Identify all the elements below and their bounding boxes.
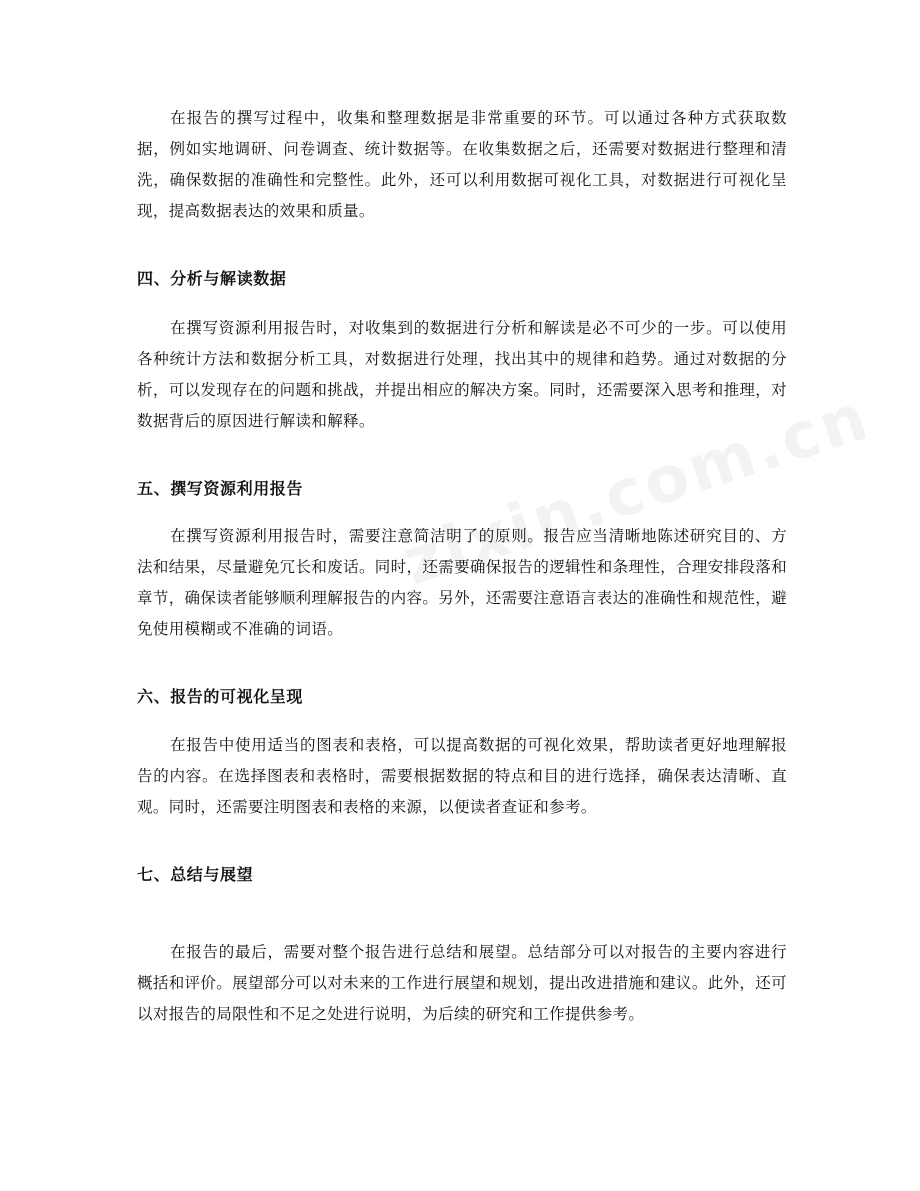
section-paragraph-summary: 在报告的最后，需要对整个报告进行总结和展望。总结部分可以对报告的主要内容进行概括和评价。展望部分可以对未来的工作进行展望和规划，提出改进措施和建议。此外，还可以对报告的局限性和不足之处进行说明，为后续的研究和工作提供参考。: [137, 943, 787, 1023]
section-heading-visualization: 六、报告的可视化呈现: [137, 687, 304, 706]
section-paragraph-analysis: 在撰写资源利用报告时，对收集到的数据进行分析和解读是必不可少的一步。可以使用各种统计方法和数据分析工具，对数据进行处理，找出其中的规律和趋势。通过对数据的分析，可以发现存在的问题和挑战，并提出相应的解决方案。同时，还需要深入思考和推理，对数据背后的原因进行解读和解释。: [137, 319, 787, 430]
section-heading-writing: 五、撰写资源利用报告: [137, 479, 304, 498]
section-heading-summary: 七、总结与展望: [137, 865, 254, 884]
section-heading-analysis: 四、分析与解读数据: [137, 269, 287, 288]
intro-paragraph: 在报告的撰写过程中，收集和整理数据是非常重要的环节。可以通过各种方式获取数据，例如实地调研、问卷调查、统计数据等。在收集数据之后，还需要对数据进行整理和清洗，确保数据的准确性和完整性。此外，还可以利用数据可视化工具，对数据进行可视化呈现，提高数据表达的效果和质量。: [137, 109, 787, 220]
section-paragraph-writing: 在撰写资源利用报告时，需要注意简洁明了的原则。报告应当清晰地陈述研究目的、方法和结果，尽量避免冗长和废话。同时，还需要确保报告的逻辑性和条理性，合理安排段落和章节，确保读者能够顺利理解报告的内容。另外，还需要注意语言表达的准确性和规范性，避免使用模糊或不准确的词语。: [137, 527, 787, 638]
section-paragraph-visualization: 在报告中使用适当的图表和表格，可以提高数据的可视化效果，帮助读者更好地理解报告的内容。在选择图表和表格时，需要根据数据的特点和目的进行选择，确保表达清晰、直观。同时，还需要注明图表和表格的来源，以便读者查证和参考。: [137, 736, 787, 816]
